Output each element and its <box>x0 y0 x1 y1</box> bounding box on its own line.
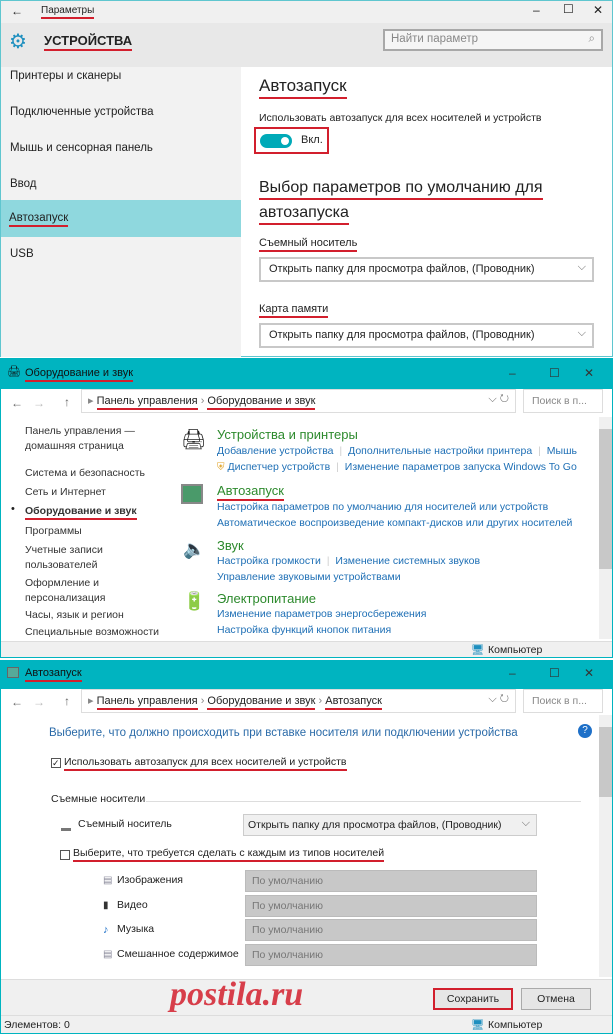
minimize-icon[interactable]: – <box>509 666 516 680</box>
per-type-checkbox[interactable] <box>60 850 70 860</box>
autoplay-icon <box>7 667 19 678</box>
title-bar <box>1 359 612 389</box>
window-title: Оборудование и звук <box>25 367 133 382</box>
autoplay-defaults-link[interactable]: Настройка параметров по умолчанию для носителей или устройств <box>217 501 549 513</box>
nav-accounts[interactable]: Учетные записи <box>25 544 103 556</box>
status-computer: Компьютер <box>488 1019 543 1031</box>
mixed-icon: ▤ <box>103 949 113 960</box>
help-icon[interactable]: ? <box>578 724 592 738</box>
type-images-label: Изображения <box>117 874 183 886</box>
refresh-icon[interactable]: ⌵ ↻ <box>488 693 509 705</box>
subheading: Выбор параметров по умолчанию для <box>259 179 543 200</box>
speaker-icon: 🔈 <box>183 539 206 559</box>
cancel-label: Отмена <box>537 993 575 1005</box>
mouse-link[interactable]: Мышь <box>546 445 577 457</box>
dropdown-value: По умолчанию <box>252 949 324 961</box>
windows-to-go-link[interactable]: Изменение параметров запуска Windows To Go <box>344 461 577 473</box>
status-bar <box>1 1015 612 1033</box>
subheading-2: автозапуска <box>259 204 349 225</box>
autoplay-window <box>0 660 613 1034</box>
power-link[interactable]: Электропитание <box>217 591 316 606</box>
removable-dropdown[interactable] <box>243 814 537 836</box>
breadcrumb-hardware[interactable]: Оборудование и звук <box>207 395 315 410</box>
power-links-row-2 <box>217 624 391 636</box>
power-links-row-1 <box>217 608 426 620</box>
minimize-icon[interactable]: – <box>509 366 516 380</box>
system-sounds-link[interactable]: Изменение системных звуков <box>335 555 481 567</box>
sidebar-item-usb[interactable]: USB <box>10 248 34 260</box>
up-icon[interactable]: ↑ <box>64 395 70 409</box>
up-icon[interactable]: ↑ <box>64 694 70 708</box>
sidebar-item-mouse[interactable]: Мышь и сенсорная панель <box>10 142 153 154</box>
power-saving-link[interactable]: Изменение параметров энергосбережения <box>217 608 427 620</box>
battery-icon: 🔋 <box>183 591 206 611</box>
close-icon[interactable]: ✕ <box>593 3 604 17</box>
hardware-window <box>0 358 613 658</box>
sound-link[interactable]: Звук <box>217 538 244 553</box>
devices-links-row-2: ⛨ Диспетчер устройств | Изменение параметров запуска Windows To Go <box>217 461 577 473</box>
refresh-icon[interactable]: ⌵ ↻ <box>488 393 509 405</box>
memcard-label: Карта памяти <box>259 303 328 318</box>
computer-icon: 🖥 <box>471 1019 485 1031</box>
bullet-icon: • <box>11 503 15 515</box>
devices-links-row-1: Добавление устройства | Дополнительные настройки принтера | Мышь <box>217 445 577 457</box>
memcard-dropdown[interactable] <box>259 323 594 348</box>
settings-window <box>0 0 613 357</box>
nav-accessibility[interactable]: Специальные возможности <box>25 626 160 638</box>
nav-appearance-2[interactable]: персонализация <box>25 592 106 604</box>
chevron-down-icon: ⌵ <box>577 327 586 339</box>
maximize-icon[interactable]: ☐ <box>549 366 560 380</box>
address-bar[interactable]: ▸ Панель управления › Оборудование и звук › Автозапуск ⌵ ↻ <box>81 689 516 713</box>
breadcrumb-hardware[interactable]: Оборудование и звук <box>207 695 315 710</box>
section-heading: Автозапуск <box>259 76 347 99</box>
type-video-label: Видео <box>117 899 148 911</box>
forward-icon[interactable]: → <box>33 695 45 709</box>
search-input[interactable] <box>523 689 603 713</box>
scrollbar[interactable] <box>599 417 612 639</box>
devices-printers-link[interactable]: Устройства и принтеры <box>217 427 358 442</box>
printer-settings-link[interactable]: Дополнительные настройки принтера <box>348 445 533 457</box>
nav-accounts-2[interactable]: пользователей <box>25 559 98 571</box>
breadcrumb-control-panel[interactable]: Панель управления <box>97 395 198 410</box>
address-bar[interactable]: ▸ Панель управления › Оборудование и звук ⌵ ↻ <box>81 389 516 413</box>
sound-devices-link[interactable]: Управление звуковыми устройствами <box>217 571 401 583</box>
removable-label: Съемный носитель <box>78 818 172 830</box>
type-mixed-label: Смешанное содержимое <box>117 948 239 960</box>
dropdown-value: Открыть папку для просмотра файлов, (Проводник) <box>248 819 502 831</box>
drive-icon: ▬ <box>61 823 71 834</box>
search-placeholder: Поиск в п... <box>532 395 587 407</box>
sound-links-row-2 <box>217 571 401 583</box>
type-music-label: Музыка <box>117 923 155 935</box>
per-type-label[interactable]: Выберите, что требуется сделать с каждым из типов носителей <box>73 847 384 862</box>
breadcrumb-autoplay[interactable]: Автозапуск <box>325 695 382 710</box>
sound-links-row-1: Настройка громкости | Изменение системных звуков <box>217 555 481 567</box>
volume-link[interactable]: Настройка громкости <box>217 555 321 567</box>
dropdown-value: Открыть папку для просмотра файлов, (Проводник) <box>269 329 535 341</box>
cancel-button[interactable] <box>521 988 591 1010</box>
music-dropdown[interactable] <box>245 919 537 941</box>
autoplay-link[interactable]: Автозапуск <box>217 483 284 501</box>
sidebar-item-connected[interactable]: Подключенные устройства <box>10 106 154 118</box>
sidebar-item-autoplay[interactable]: Автозапуск <box>9 212 68 227</box>
page-heading: Выберите, что должно происходить при вставке носителя или подключении устройства <box>49 727 518 739</box>
nav-home-2[interactable]: домашняя страница <box>25 440 124 452</box>
divider <box>146 801 581 802</box>
nav-appearance[interactable]: Оформление и <box>25 577 99 589</box>
back-icon[interactable]: ← <box>11 396 23 410</box>
video-dropdown[interactable] <box>245 895 537 917</box>
computer-icon: 🖥 <box>471 644 485 656</box>
title-bar <box>1 1 612 23</box>
nav-hardware[interactable]: Оборудование и звук <box>25 505 137 520</box>
dropdown-value: Открыть папку для просмотра файлов, (Проводник) <box>269 263 535 275</box>
minimize-icon[interactable]: – <box>533 3 540 17</box>
images-dropdown[interactable] <box>245 870 537 892</box>
title-bar <box>1 661 612 689</box>
sidebar-item-printers[interactable]: Принтеры и сканеры <box>10 70 122 82</box>
back-icon[interactable]: ← <box>11 4 23 18</box>
breadcrumb-control-panel[interactable]: Панель управления <box>97 695 198 710</box>
toggle-state: Вкл. <box>301 134 323 146</box>
autoplay-toggle[interactable] <box>260 134 292 148</box>
maximize-icon[interactable]: ☐ <box>563 2 574 16</box>
autoplay-icon <box>181 484 203 504</box>
group-label: Съемные носители <box>51 793 146 805</box>
page-title: УСТРОЙСТВА <box>44 33 132 51</box>
forward-icon[interactable]: → <box>33 396 45 410</box>
nav-network[interactable]: Сеть и Интернет <box>25 486 106 498</box>
device-manager-link[interactable]: Диспетчер устройств <box>227 461 331 473</box>
footer <box>1 979 612 1015</box>
shield-icon: ⛨ <box>217 461 225 473</box>
use-all-checkbox[interactable]: ✓ <box>52 758 60 768</box>
dropdown-value: По умолчанию <box>252 924 324 936</box>
chevron-down-icon: ⌵ <box>577 261 586 273</box>
removable-label: Съемный носитель <box>259 237 357 252</box>
printer-icon: 🖨 <box>181 429 207 451</box>
video-icon: ▮ <box>103 900 109 911</box>
toggle-highlight <box>254 127 329 154</box>
nav-security[interactable]: Система и безопасность <box>25 467 145 479</box>
mixed-dropdown[interactable] <box>245 944 537 966</box>
dropdown-value: По умолчанию <box>252 875 324 887</box>
save-button[interactable] <box>433 988 513 1010</box>
autoplay-links-row-1 <box>217 501 548 513</box>
music-icon: ♪ <box>103 924 109 936</box>
scrollbar[interactable] <box>599 715 612 977</box>
chevron-down-icon: ⌵ <box>521 817 530 829</box>
nav-programs[interactable]: Программы <box>25 525 82 537</box>
use-all-label[interactable]: Использовать автозапуск для всех носителей и устройств <box>64 756 347 771</box>
items-count: Элементов: 0 <box>4 1019 70 1031</box>
window-title: Параметры <box>41 5 94 19</box>
search-input[interactable] <box>383 29 603 51</box>
autoplay-cd-link[interactable]: Автоматическое воспроизведение компакт-дисков или других носителей <box>217 517 573 529</box>
close-icon[interactable]: ✕ <box>584 666 595 680</box>
image-icon: ▤ <box>103 875 113 886</box>
search-placeholder: Поиск в п... <box>532 695 587 707</box>
save-label: Сохранить <box>446 993 500 1005</box>
dropdown-value: По умолчанию <box>252 900 324 912</box>
status-bar <box>1 641 612 657</box>
close-icon[interactable]: ✕ <box>584 366 595 380</box>
header <box>1 23 612 67</box>
back-icon[interactable]: ← <box>11 695 23 709</box>
add-device-link[interactable]: Добавление устройства <box>217 445 334 457</box>
watermark-logo: postila.ru <box>170 976 304 1013</box>
nav-clock[interactable]: Часы, язык и регион <box>25 609 124 621</box>
hardware-icon: 🖨 <box>7 366 21 378</box>
window-title: Автозапуск <box>25 667 82 682</box>
toggle-label: Использовать автозапуск для всех носителей и устройств <box>259 112 542 124</box>
search-input[interactable] <box>523 389 603 413</box>
status-computer: Компьютер <box>488 644 543 656</box>
sidebar <box>1 67 241 357</box>
maximize-icon[interactable]: ☐ <box>549 666 560 680</box>
gear-icon: ⚙ <box>9 31 27 53</box>
autoplay-links-row-2 <box>217 517 572 529</box>
nav-home[interactable]: Панель управления — <box>25 425 135 437</box>
search-placeholder: Найти параметр <box>391 33 479 45</box>
search-icon: ⌕ <box>588 33 595 45</box>
removable-dropdown[interactable] <box>259 257 594 282</box>
sidebar-item-input[interactable]: Ввод <box>10 178 37 190</box>
power-buttons-link[interactable]: Настройка функций кнопок питания <box>217 624 392 636</box>
